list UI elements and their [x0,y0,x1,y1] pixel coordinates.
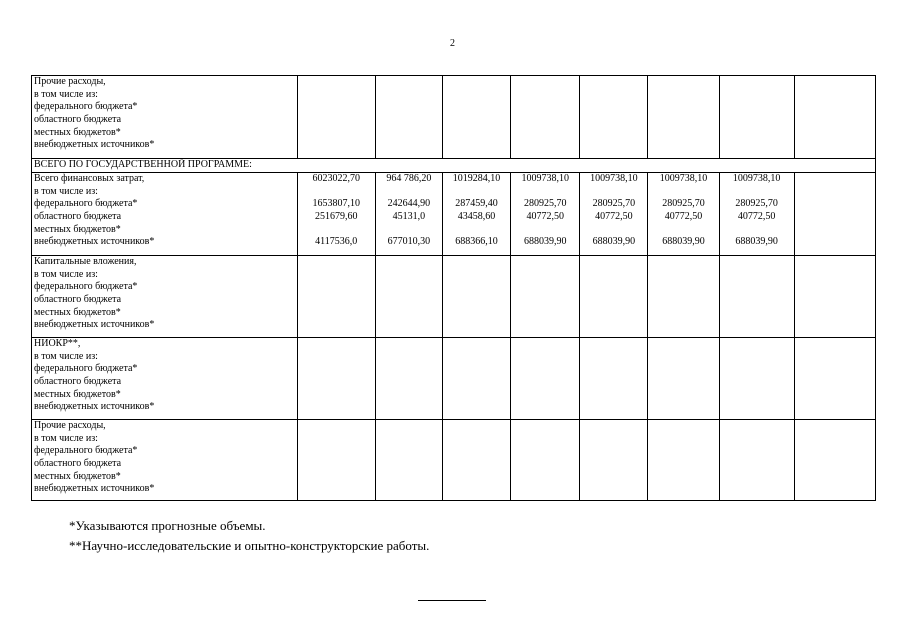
table-row [32,173,876,256]
footnotes [69,516,429,556]
value-regional: 40772,50 [595,211,633,223]
row-label-cell [32,76,298,159]
value-cell [375,256,442,338]
row-label-cell [32,256,298,338]
row-label-line: местных бюджетов* [34,126,121,138]
value-cell [442,256,510,338]
footnote-niokr: **Научно-исследовательские и опытно-конструкторские работы. [69,538,430,553]
value-cell [297,256,375,338]
row-label-line: местных бюджетов* [34,306,121,318]
value-extrabudget: 688039,90 [523,236,567,248]
row-label-line: Всего финансовых затрат, [34,173,145,184]
value-regional: 251679,60 [314,211,358,223]
row-label-line: Прочие расходы, [34,76,106,87]
value-extrabudget: 677010,30 [387,236,431,248]
row-label-line: Прочие расходы, [34,420,106,431]
row-label-cell [32,338,298,420]
value-cell [580,338,648,420]
row-label-line: областного бюджета [34,211,122,223]
value-regional: 43458,60 [457,211,496,223]
value-total: 1009738,10 [659,173,708,184]
value-cell [719,420,794,501]
value-total: 1009738,10 [732,173,781,184]
value-regional: 40772,50 [664,211,703,223]
value-cell [580,256,648,338]
row-label-line: федерального бюджета* [34,198,138,210]
row-label-line: в том числе из: [34,268,98,280]
value-cell [648,420,719,501]
value-blank [511,186,579,199]
section-header-row [32,159,876,173]
value-cell [580,173,648,256]
value-cell [511,256,580,338]
value-cell [794,420,875,501]
value-local [376,224,442,237]
row-label-cell [32,173,298,256]
value-cell [511,173,580,256]
value-federal: 280925,70 [523,198,567,210]
value-extrabudget: 688039,90 [592,236,636,248]
value-total: 6023022,70 [312,173,360,184]
value-total: 964 786,20 [386,173,432,184]
row-label-cell [32,420,298,501]
value-cell [511,420,580,501]
value-cell [375,338,442,420]
value-total: 1019284,10 [452,173,501,184]
value-cell [297,76,375,159]
value-cell [442,420,510,501]
row-label-line: Капитальные вложения, [34,256,137,267]
value-cell [719,173,794,256]
value-total: 1009738,10 [521,173,569,184]
value-local [298,224,375,237]
value-cell [580,420,648,501]
value-local [720,224,794,237]
row-label-line: внебюджетных источников* [34,483,155,495]
table-row [32,256,876,338]
row-label-line: НИОКР**, [34,338,81,349]
row-label-line: в том числе из: [34,432,98,444]
value-regional: 45131,0 [392,211,426,223]
page-number: 2 [450,38,455,49]
value-federal: 280925,70 [662,198,705,210]
value-cell [297,420,375,501]
value-blank [720,186,794,199]
value-federal: 280925,70 [592,198,636,210]
row-label-line: федерального бюджета* [34,101,138,113]
value-total: 1009738,10 [590,173,638,184]
value-blank [580,186,647,199]
row-label-line: местных бюджетов* [34,388,121,400]
value-local [443,224,510,237]
value-extrabudget: 688039,90 [662,236,705,248]
row-label-line: внебюджетных источников* [34,319,155,331]
row-label-line: областного бюджета [34,114,122,126]
value-cell [511,338,580,420]
table-row [32,76,876,159]
value-cell [375,420,442,501]
value-cell [648,256,719,338]
value-cell [719,256,794,338]
value-blank [648,186,718,199]
row-label-line: внебюджетных источников* [34,401,155,413]
row-label-line: в том числе из: [34,88,98,100]
value-extrabudget: 4117536,0 [315,236,358,248]
row-label-line: областного бюджета [34,376,122,388]
value-cell [648,338,719,420]
row-label-line: федерального бюджета* [34,281,138,293]
row-label-line: федерального бюджета* [34,363,138,375]
table-row [32,420,876,501]
end-rule [418,600,486,601]
value-federal: 280925,70 [735,198,778,210]
value-regional: 40772,50 [737,211,776,223]
value-cell [297,338,375,420]
budget-table [31,75,876,501]
value-cell [297,173,375,256]
value-blank [376,186,442,199]
row-label-line: областного бюджета [34,294,122,306]
value-federal: 1653807,10 [312,198,360,210]
value-blank [298,186,375,199]
value-federal: 242644,90 [387,198,431,210]
value-cell [794,338,875,420]
value-extrabudget: 688039,90 [735,236,778,248]
value-cell [442,173,510,256]
value-cell [442,338,510,420]
value-federal: 287459,40 [455,198,498,210]
value-local [511,224,579,237]
value-cell [580,76,648,159]
value-cell [648,173,719,256]
value-cell [375,173,442,256]
row-label-line: местных бюджетов* [34,470,121,482]
value-local [580,224,647,237]
row-label-line: внебюджетных источников* [34,139,155,151]
footnote-forecast: *Указываются прогнозные объемы. [69,518,266,533]
value-cell [794,173,875,256]
value-extrabudget: 688366,10 [455,236,498,248]
row-label-line: в том числе из: [34,185,98,197]
value-cell [719,338,794,420]
row-label-line: местных бюджетов* [34,223,121,235]
value-cell [648,76,719,159]
row-label-line: областного бюджета [34,458,122,470]
value-blank [443,186,510,199]
value-cell [511,76,580,159]
value-cell [794,76,875,159]
value-cell [719,76,794,159]
value-cell [375,76,442,159]
value-cell [442,76,510,159]
row-label-line: внебюджетных источников* [34,236,155,248]
value-regional: 40772,50 [526,211,564,223]
row-label-line: федерального бюджета* [34,445,138,457]
row-label-line: в том числе из: [34,350,98,362]
value-local [648,224,718,237]
table-row [32,338,876,420]
value-cell [794,256,875,338]
section-header: ВСЕГО ПО ГОСУДАРСТВЕННОЙ ПРОГРАММЕ: [32,159,876,173]
